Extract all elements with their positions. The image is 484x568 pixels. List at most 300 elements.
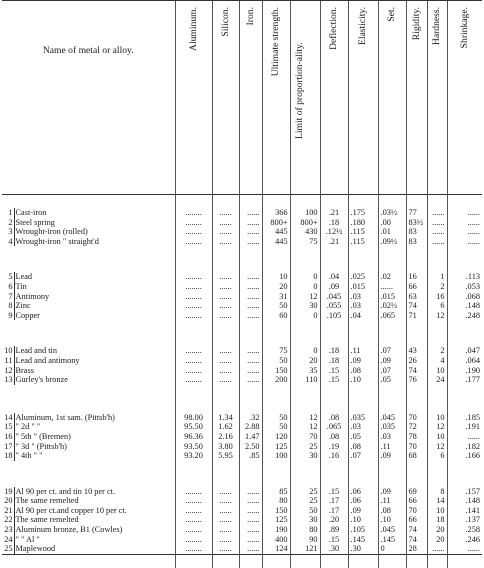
elasticity-cell: .06: [348, 487, 378, 497]
set-cell: .03: [378, 432, 406, 442]
spacer-cell: [239, 398, 262, 413]
limit-of-proportionality-cell: 121: [290, 544, 320, 554]
spacer-cell: [14, 333, 175, 346]
shrinkage-cell: ......: [447, 544, 482, 554]
spacer-cell: [262, 333, 290, 346]
spacer-cell: [427, 398, 447, 413]
limit-of-proportionality-cell: 12: [290, 292, 320, 302]
hardness-cell: 4: [427, 356, 447, 366]
spacer-cell: [447, 474, 482, 487]
hardness-cell: 10: [427, 432, 447, 442]
metal-name-cell: Brass: [14, 366, 175, 376]
iron-cell: ......: [239, 525, 262, 535]
spacer-cell: [14, 320, 175, 333]
row-number: 18: [4, 451, 13, 461]
spacer-cell: [378, 461, 406, 474]
limit-of-proportionality-cell: 12: [290, 422, 320, 432]
hardness-cell: ......: [427, 208, 447, 218]
set-cell: .02½: [378, 301, 406, 311]
deflection-cell: .15: [320, 366, 348, 376]
spacer-cell: [290, 333, 320, 346]
aluminum-cell: ........: [175, 515, 212, 525]
metal-name-cell: Cast-iron: [14, 208, 175, 218]
row-number: 5: [8, 272, 13, 282]
spacer-cell: [2, 259, 14, 272]
shrinkage-cell: .248: [447, 311, 482, 321]
spacer-row: [2, 385, 482, 398]
hardness-cell: 24: [427, 375, 447, 385]
iron-cell: ......: [239, 311, 262, 321]
spacer-cell: [290, 554, 320, 568]
spacer-cell: [2, 461, 14, 474]
deflection-cell: .18: [320, 356, 348, 366]
ultimate-strength-cell: 20: [262, 282, 290, 292]
deflection-cell: .08: [320, 413, 348, 423]
spacer-cell: [290, 398, 320, 413]
iron-cell: ......: [239, 544, 262, 554]
ultimate-strength-cell: 31: [262, 292, 290, 302]
spacer-cell: [239, 246, 262, 259]
elasticity-cell: .06: [348, 496, 378, 506]
hardness-cell: 6: [427, 451, 447, 461]
set-cell: .035: [378, 422, 406, 432]
table-body: [2, 195, 482, 568]
header-row: [2, 1, 482, 195]
shrinkage-cell: .246: [447, 535, 482, 545]
elasticity-cell: .09: [348, 356, 378, 366]
hardness-cell: 10: [427, 506, 447, 516]
spacer-cell: [2, 554, 14, 568]
spacer-cell: [262, 461, 290, 474]
spacer-cell: [212, 474, 239, 487]
spacer-cell: [406, 398, 427, 413]
metal-name-cell: Lead and tin: [14, 346, 175, 356]
rigidity-cell: 70: [406, 413, 427, 423]
spacer-cell: [427, 554, 447, 568]
spacer-cell: [239, 259, 262, 272]
spacer-cell: [239, 333, 262, 346]
iron-cell: ......: [239, 237, 262, 247]
aluminum-cell: ........: [175, 272, 212, 282]
set-cell: .045: [378, 525, 406, 535]
metal-name-cell: Maplewood: [14, 544, 175, 554]
spacer-cell: [427, 461, 447, 474]
ultimate-strength-cell: 50: [262, 422, 290, 432]
spacer-row: [2, 554, 482, 568]
spacer-cell: [212, 259, 239, 272]
aluminum-cell: ........: [175, 218, 212, 228]
table-row: [2, 356, 482, 366]
rigidity-cell: 66: [406, 496, 427, 506]
metal-name-cell: Al 90 per ct.and copper 10 per ct.: [14, 506, 175, 516]
spacer-cell: [378, 195, 406, 209]
aluminum-cell: 93.20: [175, 451, 212, 461]
column-header-elasticity: Elasticity.: [348, 1, 378, 195]
silicon-cell: ......: [212, 292, 239, 302]
spacer-cell: [2, 195, 14, 209]
limit-of-proportionality-cell: 30: [290, 515, 320, 525]
elasticity-cell: .015: [348, 282, 378, 292]
aluminum-cell: ........: [175, 356, 212, 366]
aluminum-cell: ........: [175, 346, 212, 356]
hardness-cell: 12: [427, 422, 447, 432]
metal-name-cell: Zinc: [14, 301, 175, 311]
spacer-cell: [14, 195, 175, 209]
shrinkage-cell: .177: [447, 375, 482, 385]
iron-cell: ......: [239, 272, 262, 282]
table-row: [2, 442, 482, 452]
hardness-cell: 12: [427, 442, 447, 452]
row-number: 13: [4, 375, 13, 385]
spacer-cell: [239, 474, 262, 487]
aluminum-cell: ........: [175, 227, 212, 237]
iron-cell: ......: [239, 282, 262, 292]
hardness-cell: 8: [427, 487, 447, 497]
elasticity-cell: .180: [348, 218, 378, 228]
ultimate-strength-cell: 120: [262, 432, 290, 442]
table-row: [2, 515, 482, 525]
spacer-cell: [290, 385, 320, 398]
spacer-cell: [378, 474, 406, 487]
spacer-cell: [406, 554, 427, 568]
rigidity-cell: 70: [406, 506, 427, 516]
row-number: 15: [4, 422, 13, 432]
ultimate-strength-cell: 60: [262, 311, 290, 321]
spacer-cell: [378, 554, 406, 568]
set-cell: .145: [378, 535, 406, 545]
spacer-cell: [427, 474, 447, 487]
limit-of-proportionality-cell: 20: [290, 356, 320, 366]
silicon-cell: ......: [212, 525, 239, 535]
spacer-cell: [447, 398, 482, 413]
ultimate-strength-cell: 125: [262, 515, 290, 525]
iron-cell: ......: [239, 506, 262, 516]
table-row: [2, 282, 482, 292]
elasticity-cell: .115: [348, 237, 378, 247]
rigidity-cell: 68: [406, 451, 427, 461]
rigidity-cell: 66: [406, 515, 427, 525]
hardness-cell: ......: [427, 544, 447, 554]
hardness-cell: ......: [427, 227, 447, 237]
row-number: 21: [4, 505, 13, 515]
row-number: 12: [4, 365, 13, 375]
deflection-cell: .16: [320, 451, 348, 461]
elasticity-cell: .175: [348, 208, 378, 218]
table-row: [2, 301, 482, 311]
spacer-cell: [348, 398, 378, 413]
spacer-row: [2, 259, 482, 272]
spacer-cell: [447, 320, 482, 333]
shrinkage-cell: .113: [447, 272, 482, 282]
metal-name-cell: Steel spring: [14, 218, 175, 228]
column-header-name: Name of metal or alloy.: [2, 1, 175, 195]
shrinkage-cell: .157: [447, 487, 482, 497]
set-cell: .11: [378, 496, 406, 506]
spacer-cell: [262, 474, 290, 487]
spacer-cell: [406, 259, 427, 272]
deflection-cell: .15: [320, 487, 348, 497]
ultimate-strength-cell: 445: [262, 237, 290, 247]
deflection-cell: .20: [320, 515, 348, 525]
table-row: [2, 292, 482, 302]
deflection-cell: .105: [320, 311, 348, 321]
set-cell: .065: [378, 311, 406, 321]
rigidity-cell: 70: [406, 442, 427, 452]
table-row: [2, 432, 482, 442]
spacer-cell: [348, 333, 378, 346]
deflection-cell: .15: [320, 375, 348, 385]
metal-name-cell: Lead: [14, 272, 175, 282]
limit-of-proportionality-cell: 80: [290, 525, 320, 535]
column-header-limit-of-proportionality: Limit of proportion-ality.: [290, 1, 320, 195]
spacer-cell: [212, 320, 239, 333]
aluminum-cell: ........: [175, 535, 212, 545]
deflection-cell: .15: [320, 535, 348, 545]
column-header-aluminum: Aluminum.: [175, 1, 212, 195]
aluminum-cell: ........: [175, 301, 212, 311]
ultimate-strength-cell: 366: [262, 208, 290, 218]
aluminum-cell: ........: [175, 375, 212, 385]
spacer-cell: [320, 246, 348, 259]
spacer-cell: [290, 474, 320, 487]
metal-name-cell: Aluminum, 1st sam. (Pittsb'h): [14, 413, 175, 423]
iron-cell: ......: [239, 487, 262, 497]
spacer-cell: [2, 333, 14, 346]
set-cell: .05: [378, 375, 406, 385]
spacer-cell: [239, 320, 262, 333]
spacer-cell: [212, 195, 239, 209]
iron-cell: ......: [239, 366, 262, 376]
limit-of-proportionality-cell: 50: [290, 506, 320, 516]
hardness-cell: ......: [427, 218, 447, 228]
spacer-cell: [262, 385, 290, 398]
ultimate-strength-cell: 800+: [262, 218, 290, 228]
spacer-cell: [378, 385, 406, 398]
silicon-cell: ......: [212, 208, 239, 218]
shrinkage-cell: .166: [447, 451, 482, 461]
silicon-cell: ......: [212, 496, 239, 506]
hardness-cell: 2: [427, 346, 447, 356]
limit-of-proportionality-cell: 100: [290, 208, 320, 218]
limit-of-proportionality-cell: 25: [290, 442, 320, 452]
shrinkage-cell: .190: [447, 366, 482, 376]
limit-of-proportionality-cell: 30: [290, 451, 320, 461]
elasticity-cell: .08: [348, 366, 378, 376]
column-header-hardness: Hardness.: [427, 1, 447, 195]
spacer-cell: [348, 474, 378, 487]
aluminum-cell: 93.50: [175, 442, 212, 452]
silicon-cell: ......: [212, 544, 239, 554]
spacer-cell: [212, 554, 239, 568]
set-cell: .10: [378, 515, 406, 525]
spacer-cell: [427, 259, 447, 272]
aluminum-cell: 96.36: [175, 432, 212, 442]
spacer-cell: [447, 461, 482, 474]
silicon-cell: ......: [212, 515, 239, 525]
iron-cell: 1.47: [239, 432, 262, 442]
spacer-cell: [2, 398, 14, 413]
shrinkage-cell: .137: [447, 515, 482, 525]
spacer-cell: [212, 333, 239, 346]
spacer-cell: [212, 246, 239, 259]
shrinkage-cell: .141: [447, 506, 482, 516]
spacer-cell: [320, 554, 348, 568]
limit-of-proportionality-cell: 25: [290, 496, 320, 506]
spacer-cell: [320, 333, 348, 346]
spacer-cell: [14, 398, 175, 413]
limit-of-proportionality-cell: 800+: [290, 218, 320, 228]
hardness-cell: 20: [427, 525, 447, 535]
elasticity-cell: .11: [348, 346, 378, 356]
row-number: 4: [8, 236, 13, 246]
spacer-cell: [175, 320, 212, 333]
iron-cell: ......: [239, 208, 262, 218]
hardness-cell: 12: [427, 311, 447, 321]
metal-name-cell: Al 90 per ct. and tin 10 per ct.: [14, 487, 175, 497]
limit-of-proportionality-cell: 0: [290, 282, 320, 292]
row-number: 22: [4, 515, 13, 525]
row-number: 25: [2, 544, 14, 554]
elasticity-cell: .05: [348, 432, 378, 442]
iron-cell: ......: [239, 535, 262, 545]
rigidity-cell: 72: [406, 422, 427, 432]
spacer-cell: [212, 461, 239, 474]
silicon-cell: ......: [212, 366, 239, 376]
elasticity-cell: .10: [348, 375, 378, 385]
spacer-cell: [427, 320, 447, 333]
silicon-cell: ......: [212, 218, 239, 228]
set-cell: .09: [378, 356, 406, 366]
elasticity-cell: .07: [348, 451, 378, 461]
row-number: 20: [4, 496, 13, 506]
table-row: [2, 366, 482, 376]
spacer-cell: [290, 461, 320, 474]
spacer-cell: [290, 320, 320, 333]
shrinkage-cell: .191: [447, 422, 482, 432]
spacer-cell: [262, 398, 290, 413]
metals-table: [2, 0, 482, 568]
ultimate-strength-cell: 124: [262, 544, 290, 554]
iron-cell: 2.50: [239, 442, 262, 452]
set-cell: .045: [378, 413, 406, 423]
metal-name-cell: Wrought-iron (rolled): [14, 227, 175, 237]
spacer-cell: [406, 461, 427, 474]
silicon-cell: 2.16: [212, 432, 239, 442]
spacer-cell: [427, 246, 447, 259]
metal-name-cell: Antimony: [14, 292, 175, 302]
row-number: 2: [8, 217, 13, 227]
iron-cell: ......: [239, 356, 262, 366]
metal-name-cell: Wrought-iron " straight'd: [14, 237, 175, 247]
table-row: [2, 535, 482, 545]
set-cell: .09: [378, 487, 406, 497]
hardness-cell: 16: [427, 292, 447, 302]
rigidity-cell: 76: [406, 375, 427, 385]
elasticity-cell: .30: [348, 544, 378, 554]
shrinkage-cell: .182: [447, 442, 482, 452]
set-cell: .09½: [378, 237, 406, 247]
spacer-cell: [348, 259, 378, 272]
row-number: 6: [8, 281, 13, 291]
hardness-cell: 2: [427, 282, 447, 292]
set-cell: .02: [378, 272, 406, 282]
hardness-cell: 14: [427, 496, 447, 506]
table-row: [2, 525, 482, 535]
spacer-cell: [378, 259, 406, 272]
spacer-cell: [212, 385, 239, 398]
silicon-cell: 5.95: [212, 451, 239, 461]
spacer-cell: [239, 554, 262, 568]
row-number: 17: [4, 441, 13, 451]
set-cell: .07: [378, 366, 406, 376]
iron-cell: ......: [239, 515, 262, 525]
aluminum-cell: ........: [175, 496, 212, 506]
hardness-cell: 10: [427, 413, 447, 423]
spacer-cell: [348, 195, 378, 209]
limit-of-proportionality-cell: 110: [290, 375, 320, 385]
table-row: [2, 311, 482, 321]
aluminum-cell: ........: [175, 311, 212, 321]
spacer-cell: [378, 246, 406, 259]
set-cell: .00: [378, 218, 406, 228]
iron-cell: .32: [239, 413, 262, 423]
spacer-cell: [320, 195, 348, 209]
column-header-ultimate-strength: Ultimate strength.: [262, 1, 290, 195]
row-number: 14: [4, 412, 13, 422]
shrinkage-cell: ......: [447, 432, 482, 442]
rigidity-cell: 69: [406, 487, 427, 497]
spacer-row: [2, 320, 482, 333]
set-cell: .08: [378, 506, 406, 516]
shrinkage-cell: .185: [447, 413, 482, 423]
set-cell: .015: [378, 292, 406, 302]
column-header-iron: Iron.: [239, 1, 262, 195]
aluminum-cell: ........: [175, 525, 212, 535]
deflection-cell: .08: [320, 432, 348, 442]
hardness-cell: 6: [427, 301, 447, 311]
limit-of-proportionality-cell: 0: [290, 346, 320, 356]
deflection-cell: .21: [320, 237, 348, 247]
row-number: 3: [8, 227, 13, 237]
set-cell: .09: [378, 451, 406, 461]
silicon-cell: ......: [212, 282, 239, 292]
ultimate-strength-cell: 150: [262, 366, 290, 376]
elasticity-cell: .03: [348, 292, 378, 302]
column-header-shrinkage: Shrinkage.: [447, 1, 482, 195]
table-row: [2, 237, 482, 247]
spacer-cell: [447, 195, 482, 209]
row-number: 9: [8, 310, 13, 320]
metal-name-cell: Aluminum bronze, B1 (Cowles): [14, 525, 175, 535]
row-number: 7: [8, 291, 13, 301]
table-row: [2, 208, 482, 218]
shrinkage-cell: .053: [447, 282, 482, 292]
ultimate-strength-cell: 150: [262, 506, 290, 516]
spacer-cell: [348, 246, 378, 259]
column-header-set: Set.: [378, 1, 406, 195]
spacer-cell: [14, 474, 175, 487]
rigidity-cell: 74: [406, 366, 427, 376]
spacer-cell: [175, 333, 212, 346]
table-row: [2, 451, 482, 461]
spacer-cell: [262, 195, 290, 209]
deflection-cell: .18: [320, 346, 348, 356]
shrinkage-cell: ......: [447, 218, 482, 228]
shrinkage-cell: .068: [447, 292, 482, 302]
table-row: [2, 413, 482, 423]
spacer-cell: [320, 474, 348, 487]
ultimate-strength-cell: 85: [262, 487, 290, 497]
